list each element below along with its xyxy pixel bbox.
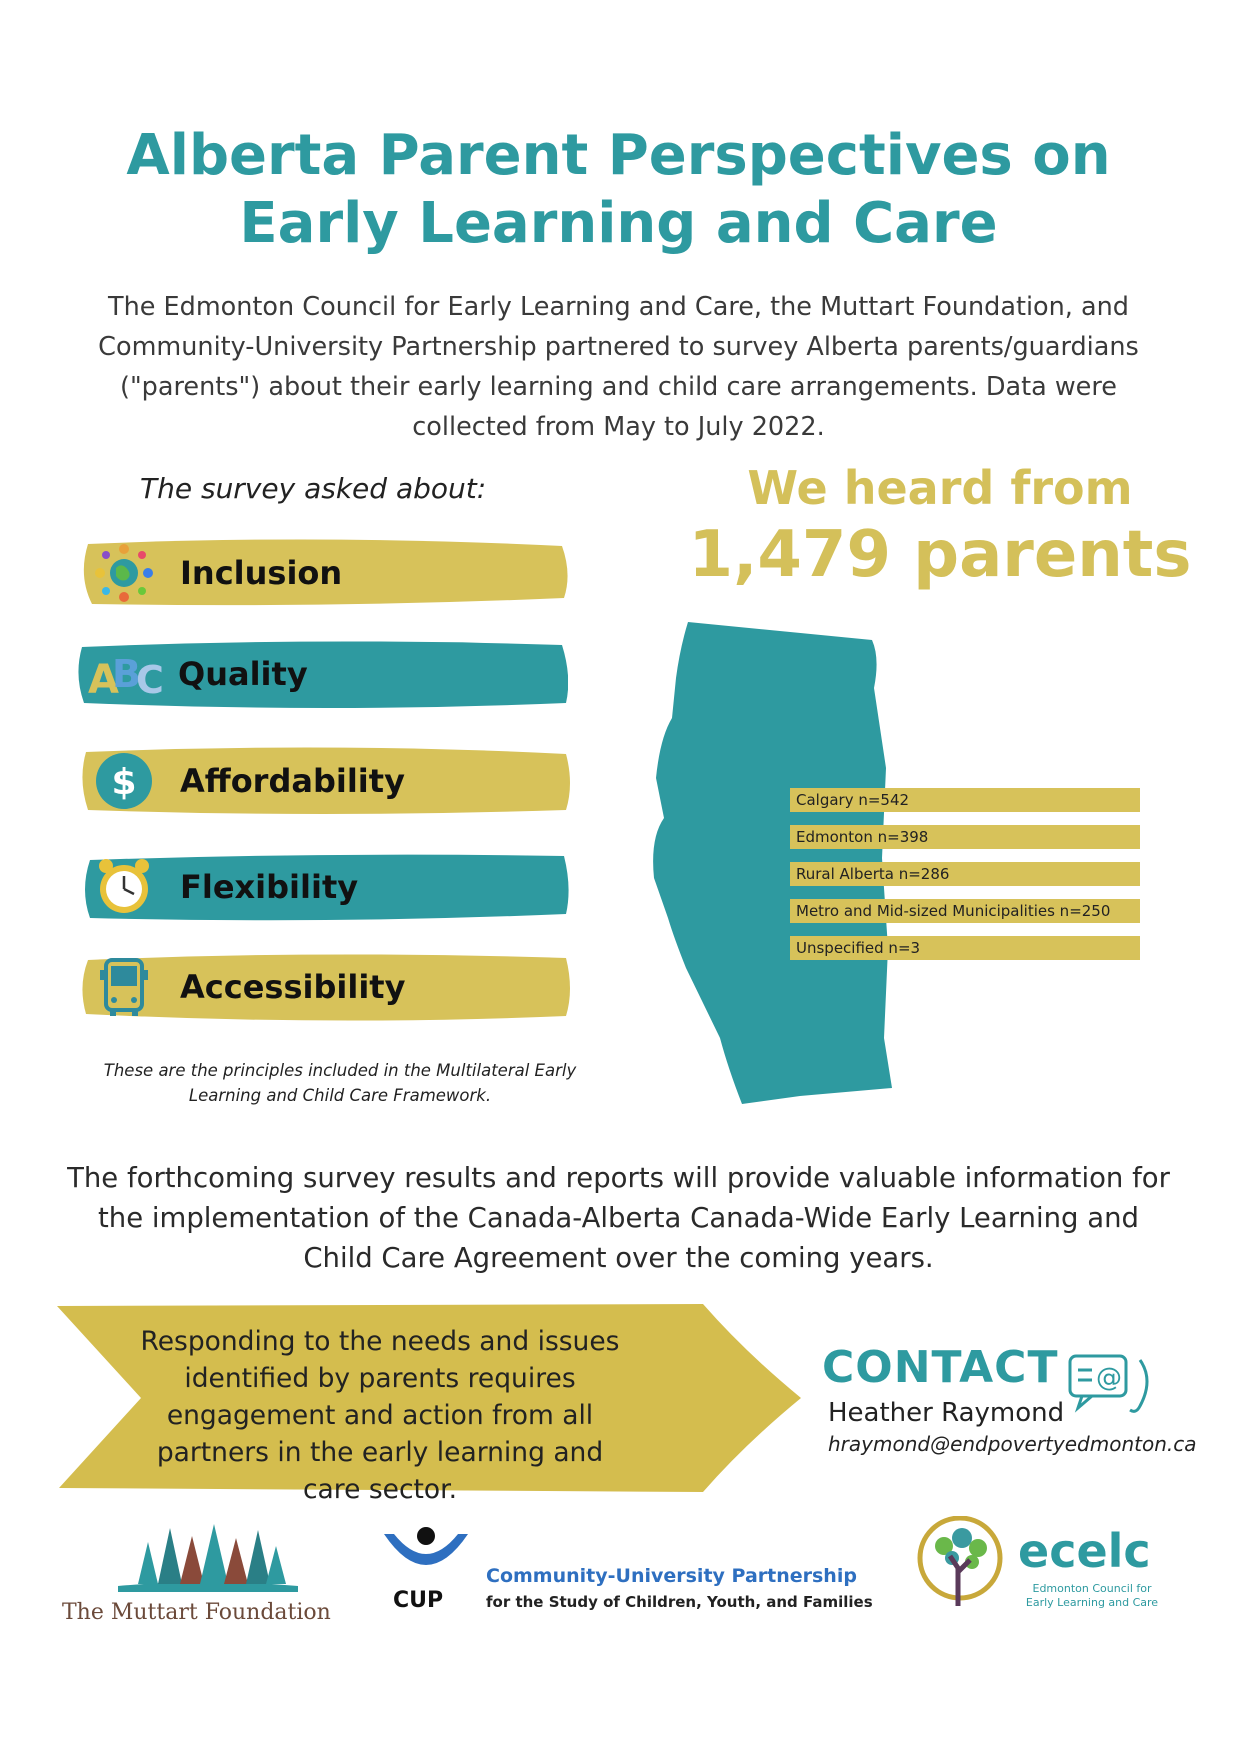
principle-accessibility (80, 950, 570, 1024)
muttart-logo-text: The Muttart Foundation (62, 1600, 331, 1625)
intro-paragraph: The Edmonton Council for Early Learning and Care, the Muttart Foundation, and Community-University Partnership partnered to survey Alberta parents/guardians ("parents") about their early learning and child care arrangements. Data were collected from May to July 2022. (98, 292, 1139, 442)
ecelc-line1: Edmonton Council for (1032, 1582, 1152, 1595)
survey-asked-heading: The survey asked about: (140, 472, 487, 505)
region-metro-midsized: Metro and Mid-sized Municipalities n=250 (790, 899, 1140, 923)
principle-affordability (80, 744, 570, 818)
region-rural-alberta: Rural Alberta n=286 (790, 862, 1140, 886)
principle-flexibility (80, 850, 570, 924)
heard-from-block (680, 460, 1200, 594)
ecelc-abbr: ecelc (1018, 1524, 1151, 1578)
ecelc-line2: Early Learning and Care (1025, 1596, 1159, 1609)
cup-logo-mark (380, 1526, 472, 1586)
arrow-banner-text: Responding to the needs and issues identified by parents requires engagement and action from all partners in the early learning and care sector. (140, 1326, 620, 1505)
ecelc-tree-logo (912, 1516, 1012, 1608)
forthcoming-paragraph: The forthcoming survey results and reports will provide valuable information for the implementation of the Canada-Alberta Canada-Wide Early Learning and Child Care Agreement over the coming years. (67, 1162, 1170, 1274)
svg-text:@: @ (1096, 1363, 1122, 1393)
abc-letters-icon (86, 643, 166, 705)
principle-inclusion (80, 536, 570, 610)
contact-name: Heather Raymond (828, 1398, 1065, 1428)
svg-text:$: $ (111, 762, 137, 803)
alarm-clock-icon (92, 856, 156, 918)
principles-note: These are the principles included in the Multilateral Early Learning and Child Care Framework. (103, 1061, 577, 1105)
region-edmonton: Edmonton n=398 (790, 825, 1140, 849)
muttart-trees-logo (118, 1522, 298, 1592)
principle-quality (78, 637, 568, 711)
bus-icon (92, 956, 156, 1018)
dollar-icon (92, 750, 156, 812)
contact-heading: CONTACT (822, 1342, 1059, 1393)
principle-label: Quality (178, 655, 308, 693)
principle-label: Flexibility (180, 868, 359, 906)
globe-people-icon (92, 542, 156, 604)
cup-abbr: CUP (393, 1588, 444, 1613)
svg-text:C: C (136, 658, 164, 702)
contact-email-icon (1066, 1350, 1162, 1422)
region-unspecified: Unspecified n=3 (790, 936, 1140, 960)
svg-text:A: A (88, 657, 119, 703)
cup-subtitle: for the Study of Children, Youth, and Families (486, 1593, 873, 1611)
region-calgary: Calgary n=542 (790, 788, 1140, 812)
heard-line2: 1,479 parents (688, 518, 1192, 592)
principle-label: Inclusion (180, 554, 343, 592)
cup-name: Community-University Partnership (486, 1565, 857, 1587)
principle-label: Accessibility (180, 968, 406, 1006)
principle-label: Affordability (180, 762, 405, 800)
svg-text:B: B (112, 652, 141, 696)
page-title: Alberta Parent Perspectives on Early Learning and Care (126, 123, 1111, 256)
contact-email: hraymond@endpovertyedmonton.ca (828, 1432, 1197, 1456)
heard-line1: We heard from (747, 461, 1133, 515)
